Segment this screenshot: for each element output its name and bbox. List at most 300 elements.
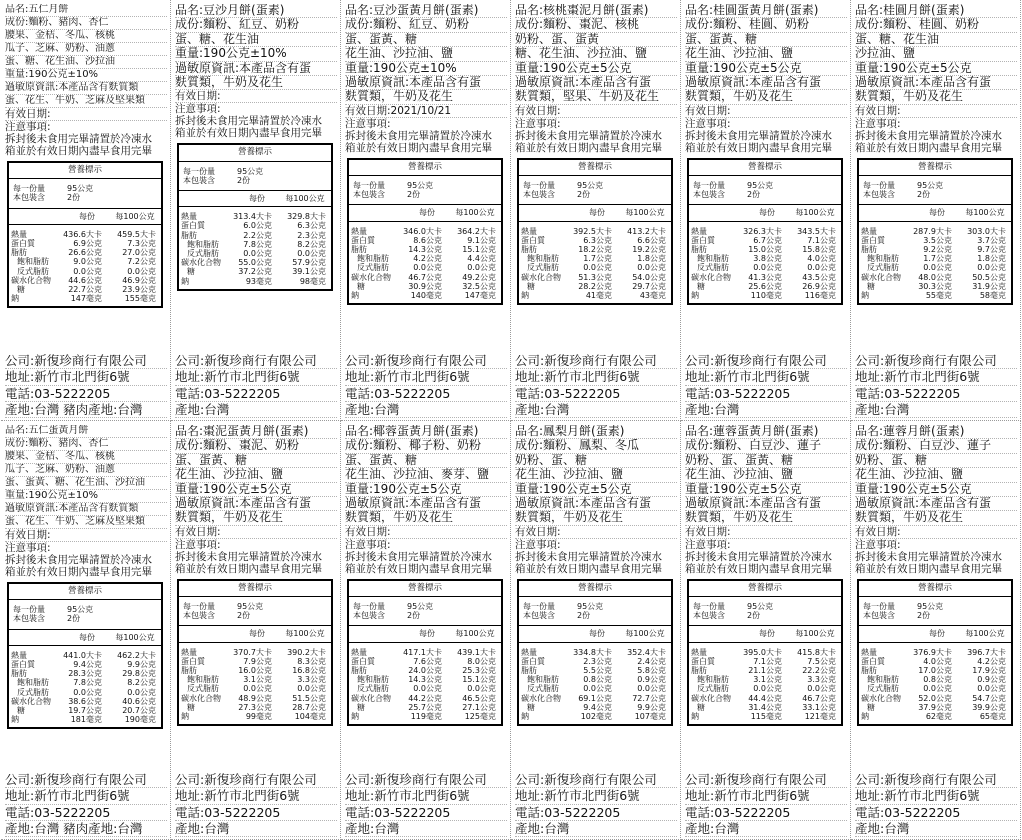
nutrient-name: 蛋白質 — [861, 656, 885, 666]
notice-text: 拆封後未食用完畢請置於冷凍水 — [5, 133, 152, 145]
column-header-blank — [181, 194, 233, 203]
nutrient-name: 碳水化合物 — [521, 272, 561, 282]
serving-labels — [863, 181, 917, 199]
nutrient-name: 鈉 — [11, 294, 19, 304]
value-per-serving: 376.9大卡 — [913, 647, 952, 657]
column-header-per-serving: 每份 — [79, 632, 95, 642]
column-headers — [859, 626, 1011, 642]
value-per-100g: 0.0公克 — [637, 684, 666, 694]
notice-text: 箱並於有效日期內盡早食用完畢 — [855, 141, 1002, 154]
origin: 產地:台灣 — [855, 821, 1017, 837]
nutrient-name: 脂肪 — [521, 245, 537, 255]
product-info-line: 成份:麵粉、棗泥、奶粉 — [175, 439, 337, 453]
serving-size-label: 每一份量 — [13, 184, 45, 194]
value-per-100g: 9.9公克 — [637, 702, 666, 712]
package-count-value: 2份 — [407, 190, 421, 200]
notice-text: 箱並於有效日期內盡早食用完畢 — [855, 562, 1002, 575]
nutrient-row — [181, 231, 329, 240]
value-per-serving: 9.4公克 — [583, 702, 612, 712]
package-count-label: 本包裝含 — [183, 175, 215, 185]
nutrient-name: 糖 — [527, 281, 535, 291]
value-per-serving: 334.8大卡 — [573, 647, 612, 657]
serving-size-label: 每一份量 — [13, 605, 45, 615]
column-headers — [349, 626, 501, 642]
value-per-serving: 37.9公克 — [918, 702, 952, 712]
product-info-line: 腰果、金桔、冬瓜、核桃 — [5, 30, 167, 43]
nutrient-row — [181, 712, 329, 721]
nutrient-row — [351, 657, 499, 666]
nutrient-row — [691, 227, 839, 236]
serving-labels — [183, 167, 237, 185]
value-per-100g: 27.1公克 — [462, 702, 496, 712]
origin: 產地:台灣 — [175, 821, 337, 837]
notice-text: 拆封後未食用完畢請置於冷凍水 — [175, 115, 322, 128]
nutrient-rows — [9, 646, 161, 728]
value-per-serving: 6.3公克 — [583, 235, 612, 245]
nutrient-name: 反式脂肪 — [527, 684, 559, 694]
value-per-serving: 0.0公克 — [583, 263, 612, 273]
value-per-serving: 41.3公克 — [748, 272, 782, 282]
nutrient-name: 飽和脂肪 — [187, 675, 219, 685]
product-info-line: 過敏原資訊:本產品含有麩質類 — [5, 82, 167, 95]
nutrient-row — [861, 694, 1009, 703]
value-per-100g: 0.0公克 — [637, 263, 666, 273]
serving-values — [67, 605, 157, 623]
serving-size-value: 95公克 — [917, 602, 944, 612]
value-per-100g: 15.8公克 — [802, 245, 836, 255]
value-per-serving: 17.0公克 — [918, 666, 952, 676]
value-per-100g: 8.3公克 — [297, 656, 326, 666]
value-per-100g: 0.0公克 — [467, 684, 496, 694]
nutrition-facts-table — [7, 161, 163, 308]
nutrient-row — [861, 703, 1009, 712]
serving-size-label: 每一份量 — [353, 602, 385, 612]
value-per-serving: 0.0公克 — [73, 687, 102, 697]
value-per-serving: 4.2公克 — [413, 254, 442, 264]
value-per-100g: 65毫克 — [979, 712, 1006, 722]
expiry-line — [685, 105, 847, 118]
product-info-line: 成份:麵粉、椰子粉、奶粉 — [345, 439, 507, 453]
value-per-100g: 1.8公克 — [637, 254, 666, 264]
nutrient-row — [181, 657, 329, 666]
product-info-line: 過敏原資訊:本產品含有蛋 — [685, 76, 847, 90]
product-info-line: 花生油、沙拉油、麥芽、鹽 — [345, 468, 507, 482]
package-count-value: 2份 — [237, 175, 251, 185]
serving-size-label: 每一份量 — [523, 602, 555, 612]
nutrient-rows — [519, 643, 671, 725]
value-per-serving: 119毫克 — [410, 712, 442, 722]
nutrient-row — [521, 666, 669, 675]
nutrient-row — [861, 245, 1009, 254]
product-info-line: 成份:麵粉、白豆沙、蓮子 — [855, 439, 1017, 453]
column-headers — [689, 205, 841, 221]
value-per-100g: 15.1公克 — [462, 675, 496, 685]
column-headers — [179, 191, 331, 207]
nutrient-name: 糖 — [17, 285, 25, 295]
value-per-serving: 26.6公克 — [68, 248, 102, 258]
expiry-line — [345, 105, 507, 118]
value-per-100g: 27.0公克 — [122, 248, 156, 258]
nutrient-row — [521, 694, 669, 703]
nutrient-name: 熱量 — [691, 226, 707, 236]
company-phone: 電話:03-5222205 — [175, 805, 337, 821]
product-label — [851, 0, 1021, 421]
notice-heading: 注意事項: — [5, 121, 51, 133]
value-per-serving: 0.0公克 — [413, 263, 442, 273]
serving-labels — [353, 181, 407, 199]
product-label — [1, 421, 171, 840]
nutrient-row — [861, 291, 1009, 300]
notice-text: 箱並於有效日期內盡早食用完畢 — [175, 127, 322, 140]
serving-size-value: 95公克 — [407, 181, 434, 191]
origin: 產地:台灣 豬肉產地:台灣 — [5, 402, 167, 418]
notice-text: 箱並於有效日期內盡早食用完畢 — [5, 566, 152, 578]
value-per-serving: 0.0公克 — [923, 684, 952, 694]
value-per-serving: 417.1大卡 — [403, 647, 442, 657]
nutrition-facts-table — [517, 158, 673, 305]
product-info — [685, 425, 847, 526]
product-info-line: 成份:麵粉、棗泥、核桃 — [515, 18, 677, 32]
company-name: 公司:新復珍商行有限公司 — [855, 772, 1017, 788]
value-per-100g: 46.7公克 — [802, 693, 836, 703]
value-per-serving: 326.3大卡 — [743, 226, 782, 236]
value-per-100g: 8.2公克 — [297, 239, 326, 249]
column-header-per-100g: 每100公克 — [285, 629, 325, 639]
serving-size-label: 每一份量 — [863, 602, 895, 612]
serving-labels — [523, 602, 577, 620]
nutrient-row — [11, 678, 159, 687]
value-per-serving: 62毫克 — [925, 712, 952, 722]
column-header-blank — [521, 208, 573, 217]
nutrient-name: 脂肪 — [11, 248, 27, 258]
package-count-value: 2份 — [67, 614, 81, 624]
package-count-label: 本包裝含 — [693, 611, 725, 621]
nutrient-row — [351, 236, 499, 245]
value-per-serving: 6.9公克 — [73, 239, 102, 249]
origin: 產地:台灣 豬肉產地:台灣 — [5, 821, 167, 837]
product-info-line: 成份:麵粉、紅豆、奶粉 — [345, 18, 507, 32]
product-info-line: 麩質類，牛奶及花生 — [855, 90, 1017, 104]
product-info-line: 瓜子、芝麻、奶粉、油蔥 — [5, 43, 167, 56]
value-per-100g: 0.0公克 — [297, 684, 326, 694]
product-name: 品名:豆沙月餅(蛋素) — [175, 4, 337, 18]
notice-text: 箱並於有效日期內盡早食用完畢 — [515, 141, 662, 154]
notice-heading: 注意事項: — [855, 538, 901, 551]
serving-size-value: 95公克 — [407, 602, 434, 612]
value-per-serving: 6.0公克 — [243, 221, 272, 231]
company-info — [515, 772, 677, 837]
value-per-serving: 313.4大卡 — [233, 212, 272, 222]
value-per-100g: 33.1公克 — [802, 702, 836, 712]
nutrient-rows — [349, 222, 501, 304]
value-per-serving: 15.0公克 — [748, 245, 782, 255]
serving-labels — [13, 184, 67, 202]
value-per-serving: 7.8公克 — [243, 239, 272, 249]
nutrient-name: 鈉 — [351, 291, 359, 301]
notice-text: 箱並於有效日期內盡早食用完畢 — [175, 562, 322, 575]
product-info-line: 過敏原資訊:本產品含有蛋 — [685, 497, 847, 511]
nutrient-row — [11, 697, 159, 706]
nutrient-name: 碳水化合物 — [691, 693, 731, 703]
nutrition-facts-table — [857, 579, 1013, 726]
value-per-serving: 37.2公克 — [238, 267, 272, 277]
value-per-serving: 115毫克 — [750, 712, 782, 722]
product-info-line: 腰果、金桔、冬瓜、核桃 — [5, 451, 167, 464]
nutrition-title: 營養標示 — [9, 584, 161, 600]
value-per-serving: 287.9大卡 — [913, 226, 952, 236]
product-name: 品名:豆沙蛋黃月餅(蛋素) — [345, 4, 507, 18]
company-address: 地址:新竹市北門街6號 — [175, 369, 337, 385]
nutrient-name: 碳水化合物 — [351, 693, 391, 703]
company-phone: 電話:03-5222205 — [175, 386, 337, 402]
nutrient-name: 熱量 — [351, 226, 367, 236]
nutrient-name: 飽和脂肪 — [187, 239, 219, 249]
serving-values — [237, 167, 327, 185]
product-info-line: 蛋、糖、花生油 — [175, 33, 337, 47]
product-name: 品名:蓮蓉月餅(蛋素) — [855, 425, 1017, 439]
value-per-serving: 44.6公克 — [68, 275, 102, 285]
nutrient-rows — [689, 643, 841, 725]
value-per-serving: 0.0公克 — [583, 684, 612, 694]
nutrient-row — [691, 236, 839, 245]
nutrient-row — [691, 666, 839, 675]
nutrient-row — [521, 648, 669, 657]
serving-size-label: 每一份量 — [353, 181, 385, 191]
serving-info — [349, 597, 501, 626]
nutrient-name: 鈉 — [181, 276, 189, 286]
column-headers — [689, 626, 841, 642]
notice-heading: 注意事項: — [5, 542, 51, 554]
value-per-serving: 18.2公克 — [578, 245, 612, 255]
expiry-line — [515, 105, 677, 118]
nutrition-facts-table — [687, 579, 843, 726]
nutrient-row — [691, 712, 839, 721]
product-info-line: 成份:麵粉、豬肉、杏仁 — [5, 438, 167, 451]
nutrient-name: 糖 — [697, 281, 705, 291]
nutrient-row — [351, 712, 499, 721]
column-header-blank — [521, 629, 573, 638]
value-per-serving: 93毫克 — [245, 276, 272, 286]
nutrient-row — [521, 263, 669, 272]
company-name: 公司:新復珍商行有限公司 — [5, 353, 167, 369]
value-per-serving: 9.2公克 — [923, 245, 952, 255]
company-name: 公司:新復珍商行有限公司 — [5, 772, 167, 788]
company-info — [685, 772, 847, 837]
nutrient-row — [521, 227, 669, 236]
product-info-line: 蛋、糖、花生油 — [855, 33, 1017, 47]
nutrient-row — [691, 273, 839, 282]
value-per-100g: 39.9公克 — [972, 702, 1006, 712]
serving-labels — [183, 602, 237, 620]
product-info-line: 蛋、蛋黃、糖 — [685, 33, 847, 47]
value-per-serving: 25.6公克 — [748, 281, 782, 291]
expiry-line — [855, 105, 1017, 118]
notice-heading: 注意事項: — [345, 538, 391, 551]
nutrient-row — [351, 245, 499, 254]
product-name: 品名:椰蓉蛋黃月餅(蛋素) — [345, 425, 507, 439]
product-info-line: 奶粉、蛋、糖 — [855, 454, 1017, 468]
notice-text: 拆封後未食用完畢請置於冷凍水 — [515, 550, 662, 563]
product-info-line: 麩質類，牛奶及花生 — [345, 90, 507, 104]
product-info-line: 重量:190公克±10% — [5, 69, 167, 82]
nutrient-name: 脂肪 — [691, 245, 707, 255]
value-per-100g: 396.7大卡 — [967, 647, 1006, 657]
product-info-line: 成份:麵粉、桂圓、奶粉 — [685, 18, 847, 32]
value-per-serving: 7.9公克 — [243, 656, 272, 666]
nutrient-name: 脂肪 — [181, 666, 197, 676]
nutrient-name: 脂肪 — [181, 230, 197, 240]
nutrient-name: 熱量 — [521, 226, 537, 236]
nutrient-row — [861, 263, 1009, 272]
nutrient-name: 反式脂肪 — [867, 263, 899, 273]
nutrient-name: 糖 — [697, 702, 705, 712]
serving-labels — [693, 181, 747, 199]
nutrient-name: 脂肪 — [861, 666, 877, 676]
nutrient-name: 碳水化合物 — [691, 272, 731, 282]
nutrient-name: 脂肪 — [351, 666, 367, 676]
value-per-100g: 107毫克 — [634, 712, 666, 722]
value-per-100g: 0.0公克 — [807, 684, 836, 694]
company-phone: 電話:03-5222205 — [5, 386, 167, 402]
value-per-serving: 346.0大卡 — [403, 226, 442, 236]
nutrient-name: 糖 — [867, 702, 875, 712]
product-info-line: 奶粉、蛋、蛋黃、糖 — [685, 454, 847, 468]
value-per-100g: 462.2大卡 — [117, 650, 156, 660]
package-count-label: 本包裝含 — [523, 190, 555, 200]
value-per-100g: 29.7公克 — [632, 281, 666, 291]
nutrient-name: 反式脂肪 — [357, 684, 389, 694]
product-label — [171, 421, 341, 840]
company-address: 地址:新竹市北門街6號 — [855, 369, 1017, 385]
value-per-serving: 370.7大卡 — [233, 647, 272, 657]
nutrient-name: 糖 — [17, 706, 25, 716]
product-info — [5, 4, 167, 108]
notice-text: 箱並於有效日期內盡早食用完畢 — [685, 562, 832, 575]
value-per-serving: 4.0公克 — [923, 656, 952, 666]
product-info-line: 重量:190公克±5公克 — [515, 483, 677, 497]
column-header-per-serving: 每份 — [419, 629, 435, 639]
company-phone: 電話:03-5222205 — [345, 805, 507, 821]
column-headers — [179, 626, 331, 642]
product-label — [171, 0, 341, 421]
notice-text: 拆封後未食用完畢請置於冷凍水 — [515, 129, 662, 142]
origin: 產地:台灣 — [515, 402, 677, 418]
package-count-value: 2份 — [577, 611, 591, 621]
column-header-blank — [691, 629, 743, 638]
column-header-per-100g: 每100公克 — [965, 629, 1005, 639]
value-per-serving: 30.9公克 — [408, 281, 442, 291]
package-count-label: 本包裝含 — [523, 611, 555, 621]
serving-values — [917, 602, 1007, 620]
nutrient-row — [521, 236, 669, 245]
value-per-100g: 17.9公克 — [972, 666, 1006, 676]
expiry-line — [855, 526, 1017, 539]
product-info — [515, 425, 677, 526]
product-info-line: 重量:190公克±5公克 — [685, 483, 847, 497]
value-per-serving: 55毫克 — [925, 291, 952, 301]
nutrient-row — [181, 240, 329, 249]
nutrient-name: 反式脂肪 — [697, 684, 729, 694]
serving-info — [9, 600, 161, 629]
nutrient-name: 熱量 — [11, 229, 27, 239]
notice-heading: 注意事項: — [345, 117, 391, 130]
value-per-serving: 55.0公克 — [238, 258, 272, 268]
value-per-serving: 0.0公克 — [243, 684, 272, 694]
product-info-line: 成份:麵粉、豬肉、杏仁 — [5, 17, 167, 30]
value-per-100g: 8.2公克 — [127, 678, 156, 688]
origin: 產地:台灣 — [345, 821, 507, 837]
company-info — [5, 772, 167, 837]
value-per-serving: 395.0大卡 — [743, 647, 782, 657]
value-per-serving: 0.0公克 — [413, 684, 442, 694]
package-count-label: 本包裝含 — [693, 190, 725, 200]
serving-info — [689, 597, 841, 626]
nutrient-name: 糖 — [527, 702, 535, 712]
value-per-serving: 99毫克 — [245, 712, 272, 722]
company-address: 地址:新竹市北門街6號 — [855, 788, 1017, 804]
product-info-line: 糖、花生油、沙拉油、鹽 — [515, 47, 677, 61]
nutrition-facts-table — [177, 143, 333, 290]
product-info-line: 重量:190公克±5公克 — [515, 62, 677, 76]
serving-size-value: 95公克 — [747, 602, 774, 612]
nutrient-name: 熱量 — [861, 226, 877, 236]
value-per-100g: 6.6公克 — [637, 235, 666, 245]
nutrient-row — [861, 712, 1009, 721]
serving-size-value: 95公克 — [67, 184, 94, 194]
nutrient-name: 鈉 — [11, 715, 19, 725]
nutrient-name: 蛋白質 — [691, 235, 715, 245]
serving-info — [519, 597, 671, 626]
value-per-100g: 125毫克 — [464, 712, 496, 722]
nutrient-row — [861, 282, 1009, 291]
nutrient-row — [351, 694, 499, 703]
value-per-100g: 54.7公克 — [972, 693, 1006, 703]
package-count-value: 2份 — [237, 611, 251, 621]
company-info — [175, 353, 337, 418]
nutrient-name: 飽和脂肪 — [17, 257, 49, 267]
nutrient-row — [521, 273, 669, 282]
nutrient-row — [351, 703, 499, 712]
expiry-label: 有效日期: — [515, 525, 561, 538]
expiry-label: 有效日期: — [5, 529, 51, 541]
nutrient-name: 蛋白質 — [181, 656, 205, 666]
nutrient-row — [181, 249, 329, 258]
value-per-serving: 0.8公克 — [583, 675, 612, 685]
column-header-per-serving: 每份 — [419, 208, 435, 218]
value-per-100g: 0.0公克 — [977, 263, 1006, 273]
value-per-100g: 0.0公克 — [127, 687, 156, 697]
nutrient-name: 反式脂肪 — [187, 684, 219, 694]
value-per-serving: 31.4公克 — [748, 702, 782, 712]
package-count-label: 本包裝含 — [353, 190, 385, 200]
product-info-line: 成份:麵粉、紅豆、奶粉 — [175, 18, 337, 32]
nutrient-rows — [859, 643, 1011, 725]
nutrient-name: 反式脂肪 — [17, 266, 49, 276]
product-info-line: 沙拉油、鹽 — [855, 47, 1017, 61]
value-per-100g: 0.0公克 — [807, 263, 836, 273]
value-per-serving: 28.2公克 — [578, 281, 612, 291]
nutrient-row — [691, 282, 839, 291]
nutrient-row — [181, 684, 329, 693]
value-per-100g: 2.3公克 — [297, 230, 326, 240]
nutrient-name: 脂肪 — [691, 666, 707, 676]
nutrient-row — [861, 273, 1009, 282]
product-name: 品名:蓮蓉蛋黃月餅(蛋素) — [685, 425, 847, 439]
product-info — [685, 4, 847, 105]
company-address: 地址:新竹市北門街6號 — [685, 369, 847, 385]
expiry-label: 有效日期: — [515, 104, 561, 117]
product-label — [681, 0, 851, 421]
